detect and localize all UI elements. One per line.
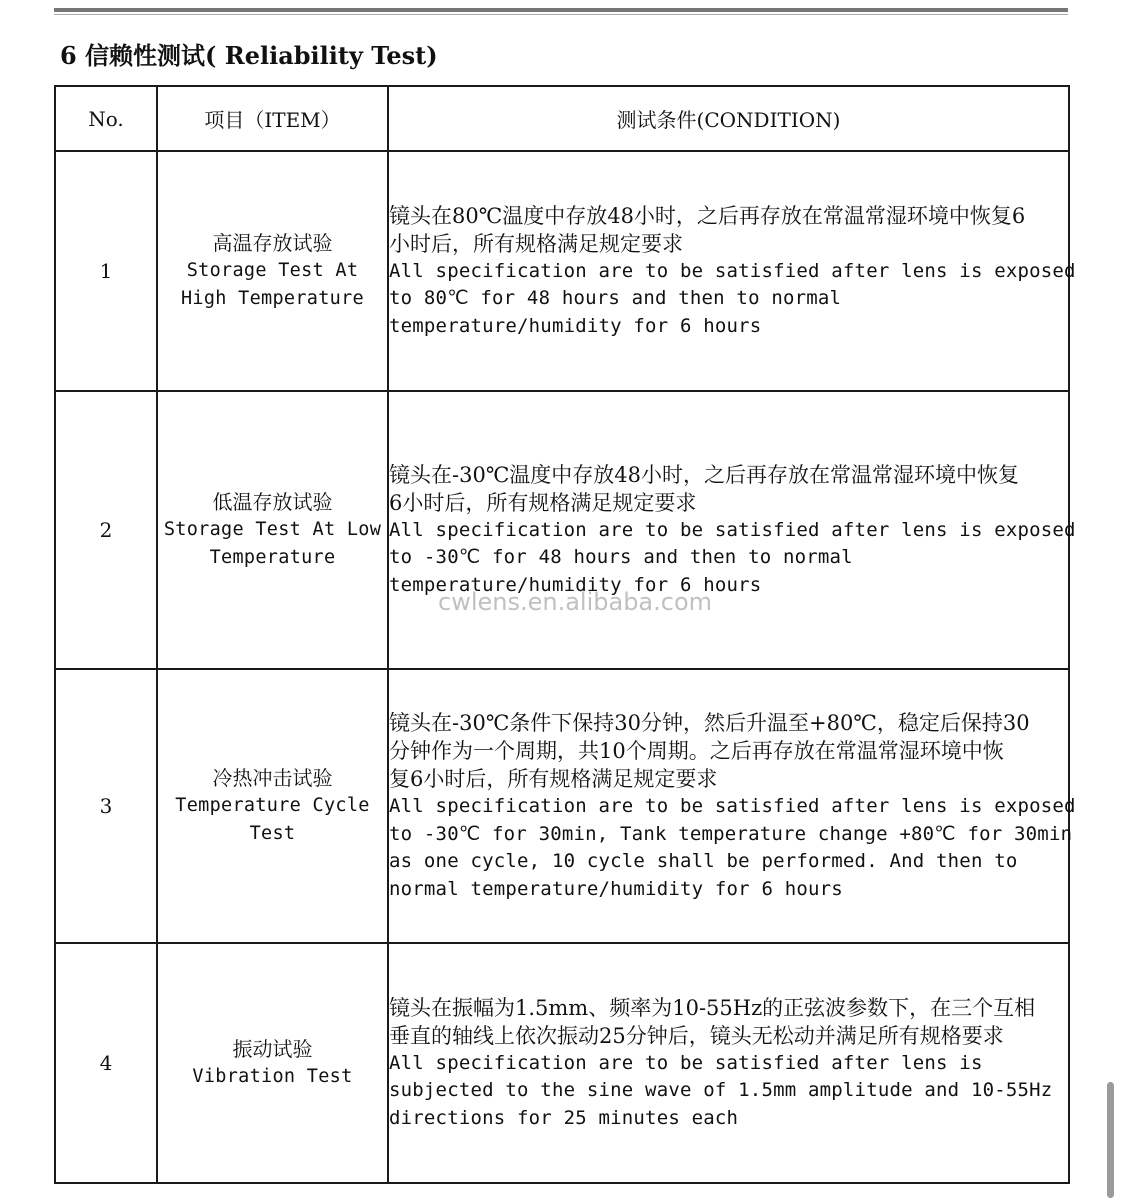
condition-zh-line: 镜头在-30℃温度中存放48小时，之后再存放在常温常湿环境中恢复 [389, 462, 1020, 487]
scrollbar-thumb[interactable] [1107, 1082, 1114, 1198]
table-row [55, 943, 1069, 1183]
row-number: 1 [55, 151, 157, 391]
condition-cell [388, 151, 1076, 391]
item-cell [157, 151, 388, 391]
condition-cell [388, 669, 1076, 943]
condition-zh-line: 镜头在80℃温度中存放48小时，之后再存放在常温常湿环境中恢复6 [389, 203, 1026, 228]
condition-en-line: directions for 25 minutes each [389, 1106, 739, 1129]
header-no: No. [55, 86, 157, 151]
item-name-zh: 高温存放试验 [212, 231, 333, 255]
condition-en-line: normal temperature/humidity for 6 hours [389, 877, 843, 900]
watermark: cwlens.en.alibaba.com [438, 588, 713, 616]
section-title: 6 信赖性测试( Reliability Test) [60, 41, 438, 70]
item-name-en: Storage Test At [186, 260, 359, 281]
item-name-zh: 振动试验 [232, 1037, 313, 1061]
condition-en-line: subjected to the sine wave of 1.5mm amplitude and 10-55Hz [389, 1079, 1053, 1102]
table-row [55, 151, 1069, 391]
top-rule [54, 8, 1068, 12]
reliability-table [54, 85, 1076, 1184]
condition-zh-line: 镜头在振幅为1.5mm、频率为10-55Hz的正弦波参数下，在三个互相 [389, 995, 1036, 1020]
item-name-en: Vibration Test [192, 1066, 353, 1087]
condition-en-line: to 80℃ for 48 hours and then to normal [389, 287, 842, 310]
condition-en-line: All specification are to be satisfied after lens is exposed [389, 795, 1076, 817]
item-cell [157, 391, 388, 669]
item-name-zh: 冷热冲击试验 [212, 766, 333, 790]
condition-zh-line: 小时后，所有规格满足规定要求 [389, 231, 683, 256]
condition-en-line: All specification are to be satisfied after lens is [389, 1051, 983, 1074]
row-number: 2 [55, 391, 157, 669]
condition-cell [388, 391, 1076, 669]
condition-en-line: to -30℃ for 48 hours and then to normal [389, 546, 853, 569]
header-condition: 测试条件(CONDITION) [388, 86, 1069, 151]
row-number: 3 [55, 669, 157, 943]
item-name-en: Temperature Cycle [175, 795, 370, 816]
condition-en-line: All specification are to be satisfied after lens is exposed [389, 518, 1076, 541]
condition-zh-line: 复6小时后，所有规格满足规定要求 [389, 767, 718, 791]
item-name-en: High Temperature [180, 288, 364, 309]
item-cell [157, 943, 388, 1183]
condition-cell [388, 943, 1069, 1183]
item-cell [157, 669, 388, 943]
item-name-en: Storage Test At Low [163, 519, 382, 540]
item-name-zh: 低温存放试验 [212, 490, 333, 514]
condition-zh-line: 6小时后，所有规格满足规定要求 [389, 490, 697, 515]
condition-en-line: as one cycle, 10 cycle shall be performed. And then to [389, 850, 1018, 872]
condition-zh-line: 分钟作为一个周期，共10个周期。之后再存放在常温常湿环境中恢 [389, 739, 1004, 763]
condition-en-line: temperature/humidity for 6 hours [389, 573, 762, 596]
condition-zh-line: 镜头在-30℃条件下保持30分钟，然后升温至+80℃，稳定后保持30 [389, 711, 1030, 735]
table-row [55, 391, 1069, 669]
top-rule-thin [54, 14, 1068, 15]
condition-zh-line: 垂直的轴线上依次振动25分钟后，镜头无松动并满足所有规格要求 [389, 1023, 1004, 1048]
row-number: 4 [55, 943, 157, 1183]
condition-en-line: temperature/humidity for 6 hours [389, 314, 762, 337]
condition-en-line: All specification are to be satisfied after lens is exposed [389, 259, 1076, 282]
item-name-en: Temperature [209, 547, 336, 568]
header-item: 项目（ITEM） [157, 86, 388, 151]
item-name-en: Test [249, 823, 296, 844]
condition-en-line: to -30℃ for 30min, Tank temperature change +80℃ for 30min [389, 822, 1073, 845]
table-row [55, 669, 1069, 943]
table-header-row [55, 86, 1069, 151]
